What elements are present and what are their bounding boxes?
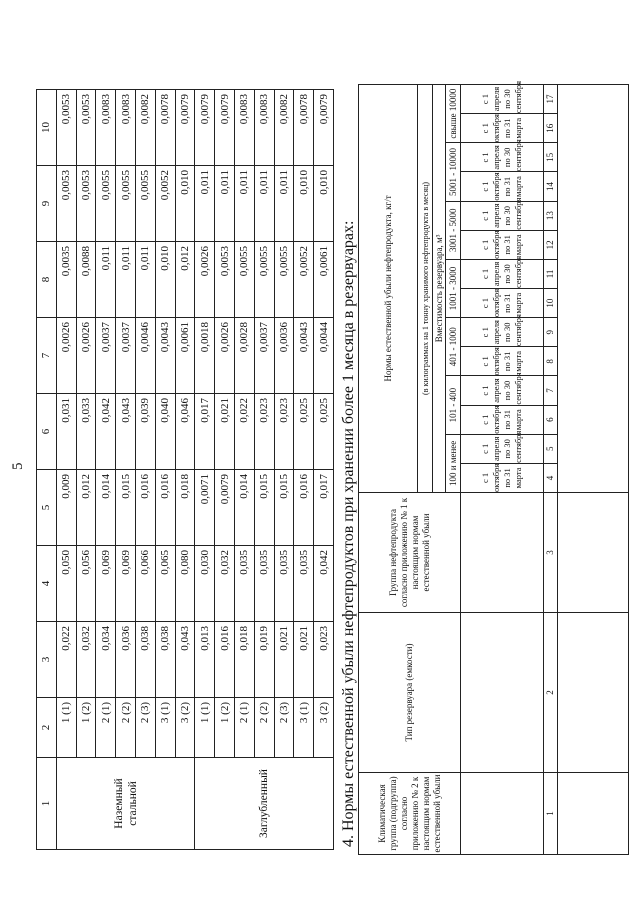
norm-value-cell: 0,0044: [314, 318, 334, 394]
empty-cell: [461, 493, 544, 613]
empty-cell: [558, 84, 629, 492]
climate-group-cell: 1 (1): [56, 698, 76, 758]
climate-group-cell: 2 (2): [254, 698, 274, 758]
column-number: 11: [544, 259, 558, 288]
norm-value-cell: 0,0052: [294, 242, 314, 318]
norm-value-cell: 0,016: [135, 470, 155, 546]
norm-value-cell: 0,016: [155, 470, 175, 546]
norm-value-cell: 0,023: [254, 394, 274, 470]
season-winter: с 1 октября по 31 марта: [461, 405, 544, 434]
norm-value-cell: 0,035: [294, 546, 314, 622]
norm-value-cell: 0,012: [175, 242, 195, 318]
header-loss-norms: Нормы естественной убыли нефтепродукта, кг/т: [359, 84, 418, 492]
column-number: 12: [544, 230, 558, 259]
season-summer: с 1 апреля по 30 сентября: [461, 201, 544, 230]
norm-value-cell: 0,017: [195, 394, 215, 470]
norm-value-cell: 0,0046: [135, 318, 155, 394]
norm-value-cell: 0,032: [215, 546, 235, 622]
norm-value-cell: 0,014: [234, 470, 254, 546]
norm-value-cell: 0,0026: [215, 318, 235, 394]
season-winter: с 1 октября по 31 марта: [461, 172, 544, 201]
header-tank-type: Тип резервуара (емкости): [359, 613, 461, 773]
header-capacity: Вместимость резервуара, м³: [433, 84, 446, 492]
norm-value-cell: 0,0037: [254, 318, 274, 394]
climate-group-cell: 3 (1): [155, 698, 175, 758]
norm-value-cell: 0,0055: [274, 242, 294, 318]
season-summer: с 1 апреля по 30 сентября: [461, 84, 544, 113]
norm-value-cell: 0,039: [135, 394, 155, 470]
norm-value-cell: 0,011: [116, 242, 136, 318]
column-number: 1: [544, 773, 558, 855]
norm-value-cell: 0,034: [96, 622, 116, 698]
norm-value-cell: 0,033: [76, 394, 96, 470]
norm-value-cell: 0,021: [215, 394, 235, 470]
header-units-note: (в килограммах на 1 тонну хранимого нефтепродукта в месяц): [418, 84, 433, 492]
column-number: 10: [37, 90, 57, 166]
norm-value-cell: 0,0036: [274, 318, 294, 394]
header-product-group: Группа нефтепродукта согласно приложению № 1 к настоящим нормам естественной убыли: [359, 493, 461, 613]
norm-value-cell: 0,0088: [76, 242, 96, 318]
norm-value-cell: 0,0018: [195, 318, 215, 394]
norm-value-cell: 0,030: [195, 546, 215, 622]
season-winter: с 1 октября по 31 марта: [461, 463, 544, 492]
norm-value-cell: 0,0083: [96, 90, 116, 166]
table-row: [116, 90, 136, 850]
norm-value-cell: 0,043: [116, 394, 136, 470]
column-number: 2: [544, 613, 558, 773]
season-row: [461, 84, 544, 854]
table-row: [96, 90, 116, 850]
capacity-range: 101 - 400: [446, 376, 461, 434]
norm-value-cell: 0,0055: [116, 166, 136, 242]
climate-group-cell: 1 (2): [215, 698, 235, 758]
norm-value-cell: 0,021: [274, 622, 294, 698]
season-summer: с 1 апреля по 30 сентября: [461, 434, 544, 463]
norm-value-cell: 0,018: [175, 470, 195, 546]
monthly-loss-norms-table: [358, 80, 629, 855]
empty-cell: [558, 613, 629, 773]
climate-group-cell: 2 (3): [274, 698, 294, 758]
norm-value-cell: 0,023: [274, 394, 294, 470]
climate-group-cell: 2 (3): [135, 698, 155, 758]
norm-value-cell: 0,032: [76, 622, 96, 698]
norm-value-cell: 0,0055: [135, 166, 155, 242]
norm-value-cell: 0,0053: [56, 90, 76, 166]
table-row: [254, 90, 274, 850]
column-number-row: [37, 90, 57, 850]
norm-value-cell: 0,043: [175, 622, 195, 698]
norm-value-cell: 0,0079: [314, 90, 334, 166]
norm-value-cell: 0,038: [155, 622, 175, 698]
norm-value-cell: 0,040: [155, 394, 175, 470]
norm-value-cell: 0,0055: [254, 242, 274, 318]
norm-value-cell: 0,016: [215, 622, 235, 698]
norm-value-cell: 0,0061: [314, 242, 334, 318]
norm-value-cell: 0,010: [175, 166, 195, 242]
page-number: 5: [10, 462, 26, 470]
capacity-range: свыше 10000: [446, 84, 461, 142]
norm-value-cell: 0,042: [314, 546, 334, 622]
column-number: 5: [37, 470, 57, 546]
norm-value-cell: 0,0043: [294, 318, 314, 394]
column-number: 5: [544, 434, 558, 463]
loss-norms-table-continued: [36, 89, 334, 850]
norm-value-cell: 0,0083: [116, 90, 136, 166]
column-number: 14: [544, 172, 558, 201]
column-number-row: [544, 84, 558, 854]
table-row: [175, 90, 195, 850]
norm-value-cell: 0,0026: [195, 242, 215, 318]
norm-value-cell: 0,0028: [234, 318, 254, 394]
season-summer: с 1 апреля по 30 сентября: [461, 143, 544, 172]
norm-value-cell: 0,0079: [215, 90, 235, 166]
norm-value-cell: 0,042: [96, 394, 116, 470]
norm-value-cell: 0,0079: [195, 90, 215, 166]
norm-value-cell: 0,0043: [155, 318, 175, 394]
season-summer: с 1 апреля по 30 сентября: [461, 318, 544, 347]
norm-value-cell: 0,0053: [56, 166, 76, 242]
empty-cell: [558, 773, 629, 855]
column-number: 1: [37, 758, 57, 850]
column-number: 9: [544, 318, 558, 347]
table-row: [215, 90, 235, 850]
norm-value-cell: 0,0053: [215, 242, 235, 318]
norm-value-cell: 0,011: [96, 242, 116, 318]
norm-value-cell: 0,0078: [155, 90, 175, 166]
climate-group-cell: 1 (1): [195, 698, 215, 758]
norm-value-cell: 0,038: [135, 622, 155, 698]
norm-value-cell: 0,012: [76, 470, 96, 546]
section-title: 4. Нормы естественной убыли нефтепродуктов при хранении более 1 месяца в резервуарах:: [340, 220, 357, 847]
norm-value-cell: 0,0079: [215, 470, 235, 546]
norm-value-cell: 0,011: [195, 166, 215, 242]
norm-value-cell: 0,056: [76, 546, 96, 622]
norm-value-cell: 0,0026: [76, 318, 96, 394]
column-number: 10: [544, 289, 558, 318]
norm-value-cell: 0,014: [96, 470, 116, 546]
norm-value-cell: 0,011: [215, 166, 235, 242]
climate-group-cell: 3 (2): [314, 698, 334, 758]
climate-group-cell: 2 (2): [116, 698, 136, 758]
norm-value-cell: 0,066: [135, 546, 155, 622]
norm-value-cell: 0,0082: [135, 90, 155, 166]
column-number: 13: [544, 201, 558, 230]
norm-value-cell: 0,018: [234, 622, 254, 698]
norm-value-cell: 0,036: [116, 622, 136, 698]
norm-value-cell: 0,010: [155, 242, 175, 318]
norm-value-cell: 0,0037: [96, 318, 116, 394]
norm-value-cell: 0,025: [294, 394, 314, 470]
column-number: 8: [544, 347, 558, 376]
column-number: 4: [37, 546, 57, 622]
norm-value-cell: 0,0079: [175, 90, 195, 166]
column-number: 9: [37, 166, 57, 242]
norm-value-cell: 0,0071: [195, 470, 215, 546]
capacity-range: 5001 - 10000: [446, 143, 461, 201]
norm-value-cell: 0,0055: [234, 242, 254, 318]
norm-value-cell: 0,0035: [56, 242, 76, 318]
climate-group-cell: 2 (1): [96, 698, 116, 758]
norm-value-cell: 0,011: [254, 166, 274, 242]
capacity-range: 1001 - 3000: [446, 259, 461, 317]
norm-value-cell: 0,011: [234, 166, 254, 242]
norm-value-cell: 0,050: [56, 546, 76, 622]
norm-value-cell: 0,0078: [294, 90, 314, 166]
norm-value-cell: 0,069: [96, 546, 116, 622]
norm-value-cell: 0,013: [195, 622, 215, 698]
norm-value-cell: 0,0052: [155, 166, 175, 242]
norm-value-cell: 0,016: [294, 470, 314, 546]
norm-value-cell: 0,009: [56, 470, 76, 546]
norm-value-cell: 0,046: [175, 394, 195, 470]
header-climate-group: Климатическая группа (подгруппа) согласно приложению № 2 к настоящим нормам естественной убыли: [359, 773, 461, 855]
table-row: [314, 90, 334, 850]
column-number: 15: [544, 143, 558, 172]
norm-value-cell: 0,0061: [175, 318, 195, 394]
norm-value-cell: 0,065: [155, 546, 175, 622]
capacity-range: 401 - 1000: [446, 318, 461, 376]
norm-value-cell: 0,015: [274, 470, 294, 546]
season-winter: с 1 октября по 31 марта: [461, 289, 544, 318]
column-number: 17: [544, 84, 558, 113]
column-number: 6: [544, 405, 558, 434]
norm-value-cell: 0,035: [234, 546, 254, 622]
norm-value-cell: 0,0037: [116, 318, 136, 394]
norm-value-cell: 0,022: [56, 622, 76, 698]
norm-value-cell: 0,017: [314, 470, 334, 546]
loss-norms-table-body: [37, 90, 334, 850]
column-number: 8: [37, 242, 57, 318]
norm-value-cell: 0,0055: [96, 166, 116, 242]
norm-value-cell: 0,010: [294, 166, 314, 242]
empty-cell: [558, 493, 629, 613]
norm-value-cell: 0,011: [135, 242, 155, 318]
norm-value-cell: 0,015: [116, 470, 136, 546]
table-row: [274, 90, 294, 850]
empty-cell: [461, 773, 544, 855]
capacity-range: 100 и менее: [446, 434, 461, 492]
column-number: 7: [544, 376, 558, 405]
norm-value-cell: 0,0026: [56, 318, 76, 394]
column-number: 4: [544, 463, 558, 492]
season-winter: с 1 октября по 31 марта: [461, 114, 544, 143]
tank-type-buried: Заглубленный: [195, 758, 334, 850]
season-summer: с 1 апреля по 30 сентября: [461, 376, 544, 405]
norm-value-cell: 0,010: [314, 166, 334, 242]
norm-value-cell: 0,021: [294, 622, 314, 698]
norm-value-cell: 0,0082: [274, 90, 294, 166]
table-row: [155, 90, 175, 850]
norm-value-cell: 0,035: [254, 546, 274, 622]
norm-value-cell: 0,019: [254, 622, 274, 698]
norm-value-cell: 0,080: [175, 546, 195, 622]
climate-group-cell: 3 (1): [294, 698, 314, 758]
norm-value-cell: 0,0053: [76, 90, 96, 166]
season-summer: с 1 апреля по 30 сентября: [461, 259, 544, 288]
norm-value-cell: 0,035: [274, 546, 294, 622]
climate-group-cell: 3 (2): [175, 698, 195, 758]
column-number: 3: [544, 493, 558, 613]
table-row: [76, 90, 96, 850]
climate-group-cell: 2 (1): [234, 698, 254, 758]
norm-value-cell: 0,023: [314, 622, 334, 698]
capacity-range: 3001 - 5000: [446, 201, 461, 259]
tank-type-above-ground: Наземный стальной: [56, 758, 195, 850]
empty-cell: [461, 613, 544, 773]
norm-value-cell: 0,025: [314, 394, 334, 470]
season-winter: с 1 октября по 31 марта: [461, 347, 544, 376]
norm-value-cell: 0,011: [274, 166, 294, 242]
table-row: [135, 90, 155, 850]
climate-group-cell: 1 (2): [76, 698, 96, 758]
norm-value-cell: 0,022: [234, 394, 254, 470]
norm-value-cell: 0,069: [116, 546, 136, 622]
table-row: [56, 90, 76, 850]
column-number: 3: [37, 622, 57, 698]
norm-value-cell: 0,015: [254, 470, 274, 546]
table-row: [234, 90, 254, 850]
season-winter: с 1 октября по 31 марта: [461, 230, 544, 259]
column-number: 16: [544, 114, 558, 143]
table-row: [294, 90, 314, 850]
norm-value-cell: 0,0053: [76, 166, 96, 242]
norm-value-cell: 0,031: [56, 394, 76, 470]
column-number: 2: [37, 698, 57, 758]
table-row: [195, 90, 215, 850]
norm-value-cell: 0,0083: [234, 90, 254, 166]
norm-value-cell: 0,0083: [254, 90, 274, 166]
column-number: 6: [37, 394, 57, 470]
column-number: 7: [37, 318, 57, 394]
